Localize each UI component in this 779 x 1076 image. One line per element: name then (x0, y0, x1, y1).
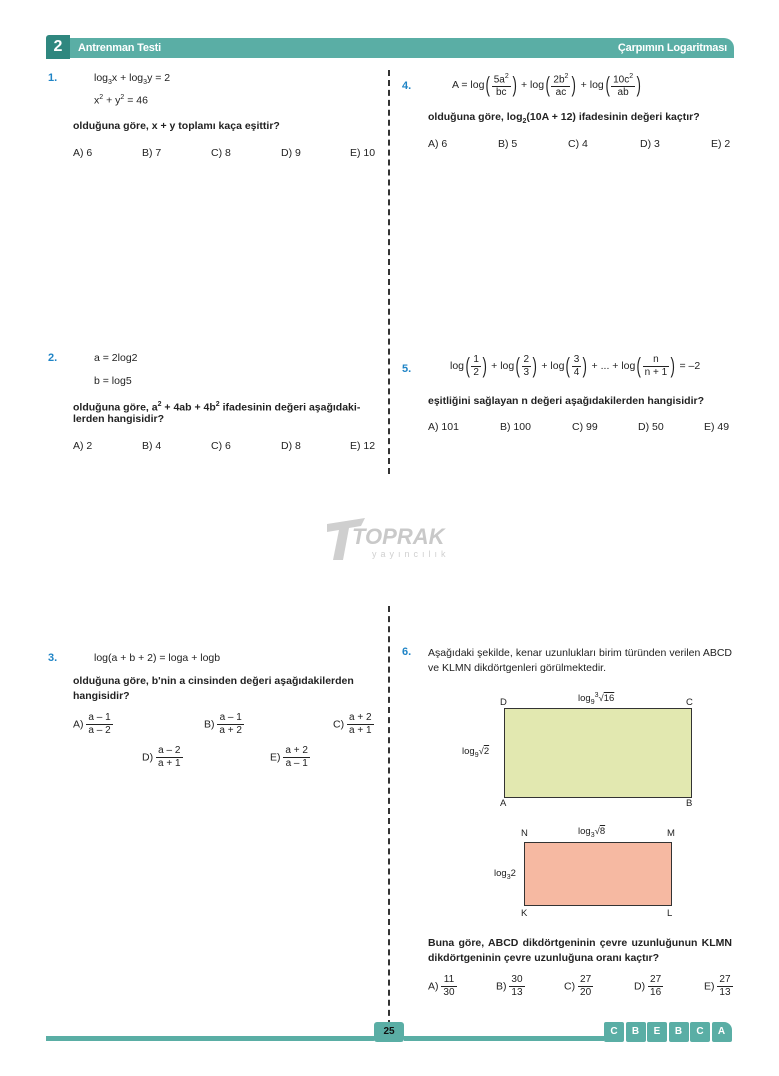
test-number-badge: 2 (46, 35, 70, 59)
q2-option-d[interactable]: D) 8 (281, 440, 301, 452)
q1-option-a[interactable]: A) 6 (73, 147, 93, 159)
rectangle-abcd (504, 708, 692, 798)
answer-key-5: C (690, 1022, 710, 1042)
q4-stem: olduğuna göre, $\log_2(10A + 12)$ ifadesinin değeri kaçtır? (428, 111, 700, 126)
q3-option-b[interactable]: B) $\frac{a - 1}{a + 2}$ (204, 712, 242, 736)
logo-subtitle: yayıncılık (372, 549, 450, 559)
q1-equation-1: $\log_3x + \log_3y = 2$ (94, 72, 171, 87)
q6-number: 6. (402, 646, 412, 658)
rectangle-klmn (524, 842, 672, 906)
q5-option-e[interactable]: E) 49 (704, 421, 730, 433)
q5-number: 5. (402, 363, 412, 375)
q3-number: 3. (48, 652, 58, 664)
abcd-top-length: $\log_9^3√16$ (578, 692, 615, 707)
corner-d: D (500, 697, 507, 708)
q6-option-a[interactable]: A) $\frac{11}{30}$ (428, 974, 455, 998)
q2-line-2: b = log5 (94, 375, 132, 387)
q1-option-b[interactable]: B) 7 (142, 147, 162, 159)
corner-a: A (500, 798, 507, 809)
answer-key-3: E (647, 1022, 667, 1042)
corner-k: K (521, 908, 528, 919)
q3-option-c[interactable]: C) $\frac{a + 2}{a + 1}$ (333, 712, 372, 736)
corner-c: C (686, 697, 693, 708)
q5-stem: eşitliğini sağlayan n değeri aşağıdakilerden hangisidir? (428, 395, 704, 407)
q1-option-d[interactable]: D) 9 (281, 147, 301, 159)
q2-option-e[interactable]: E) 12 (350, 440, 376, 452)
q6-option-c[interactable]: C) $\frac{27}{20}$ (564, 974, 592, 998)
q1-equation-2: $x^2 + y^2 = 46$ (94, 94, 148, 107)
answer-key (604, 1022, 733, 1042)
q6-option-b[interactable]: B) $\frac{30}{13}$ (496, 974, 523, 998)
q1-option-e[interactable]: E) 10 (350, 147, 376, 159)
q4-equation: A = log( $\frac{5a^2}{bc}$ ) + log( $\frac{2b^2}{ac}$ ) + log( $\frac{10c^2}{ab}$ ) (452, 72, 641, 99)
answer-key-6: A (712, 1022, 732, 1042)
q2-number: 2. (48, 352, 58, 364)
test-title: Antrenman Testi (78, 42, 161, 54)
q1-option-c[interactable]: C) 8 (211, 147, 231, 159)
answer-key-2: B (626, 1022, 646, 1042)
column-divider-top (388, 70, 390, 474)
topic-title: Çarpımın Logaritması (617, 42, 727, 54)
q2-option-c[interactable]: C) 6 (211, 440, 231, 452)
q1-number: 1. (48, 72, 58, 84)
corner-n: N (521, 828, 528, 839)
klmn-top-length: $\log_3√8$ (578, 826, 606, 839)
q4-number: 4. (402, 80, 412, 92)
answer-key-1: C (604, 1022, 624, 1042)
abcd-side-length: $\log_9√2$ (462, 746, 490, 759)
q3-option-d[interactable]: D) $\frac{a - 2}{a + 1}$ (142, 745, 181, 769)
column-divider-bottom (388, 606, 390, 1026)
q4-option-c[interactable]: C) 4 (568, 138, 588, 150)
q2-option-a[interactable]: A) 2 (73, 440, 93, 452)
q5-option-d[interactable]: D) 50 (638, 421, 664, 433)
answer-key-4: B (669, 1022, 689, 1042)
footer-bar-left (46, 1036, 376, 1041)
q2-line-1: a = 2log2 (94, 352, 138, 364)
q3-equation: log(a + b + 2) = loga + logb (94, 652, 221, 664)
q4-option-a[interactable]: A) 6 (428, 138, 448, 150)
corner-l: L (667, 908, 673, 919)
q3-option-e[interactable]: E) $\frac{a + 2}{a - 1}$ (270, 745, 308, 769)
q6-stem: Buna göre, ABCD dikdörtgeninin çevre uzunluğunun KLMN dikdörtgeninin çevre uzunluğuna oranı kaçtır? (428, 937, 732, 964)
q5-equation: log( $\frac{1}{2}$ ) + log( $\frac{2}{3}$ ) + log( $\frac{3}{4}$ ) + ... + log( $\frac{n}{n + 1}$ ) = –2 (450, 353, 701, 378)
q3-stem: olduğuna göre, b'nin a cinsinden değeri aşağıdakilerden hangisidir? (73, 675, 354, 702)
footer-bar-right (404, 1036, 604, 1041)
q1-stem: olduğuna göre, x + y toplamı kaça eşittir? (73, 120, 280, 132)
q3-option-a[interactable]: A) $\frac{a - 1}{a - 2}$ (73, 712, 111, 736)
klmn-side-length: $\log_32$ (494, 868, 516, 881)
q6-intro: Aşağıdaki şekilde, kenar uzunlukları birim türünden verilen ABCD ve KLMN dikdörtgenleri görülmektedir. (428, 647, 732, 674)
q2-option-b[interactable]: B) 4 (142, 440, 162, 452)
q4-option-e[interactable]: E) 2 (711, 138, 731, 150)
q6-option-e[interactable]: E) $\frac{27}{13}$ (704, 974, 731, 998)
q6-option-d[interactable]: D) $\frac{27}{16}$ (634, 974, 662, 998)
q4-option-d[interactable]: D) 3 (640, 138, 660, 150)
q5-option-c[interactable]: C) 99 (572, 421, 598, 433)
corner-m: M (667, 828, 675, 839)
corner-b: B (686, 798, 693, 809)
q2-stem-2: lerden hangisidir? (73, 413, 165, 425)
q4-option-b[interactable]: B) 5 (498, 138, 518, 150)
logo-wordmark: TOPRAK (352, 524, 445, 549)
q2-stem-1: olduğuna göre, $a^2 + 4ab + 4b^2$ ifadesinin değeri aşağıdaki- (73, 401, 361, 414)
q5-option-a[interactable]: A) 101 (428, 421, 459, 433)
page-number: 25 (374, 1022, 404, 1042)
q5-option-b[interactable]: B) 100 (500, 421, 531, 433)
